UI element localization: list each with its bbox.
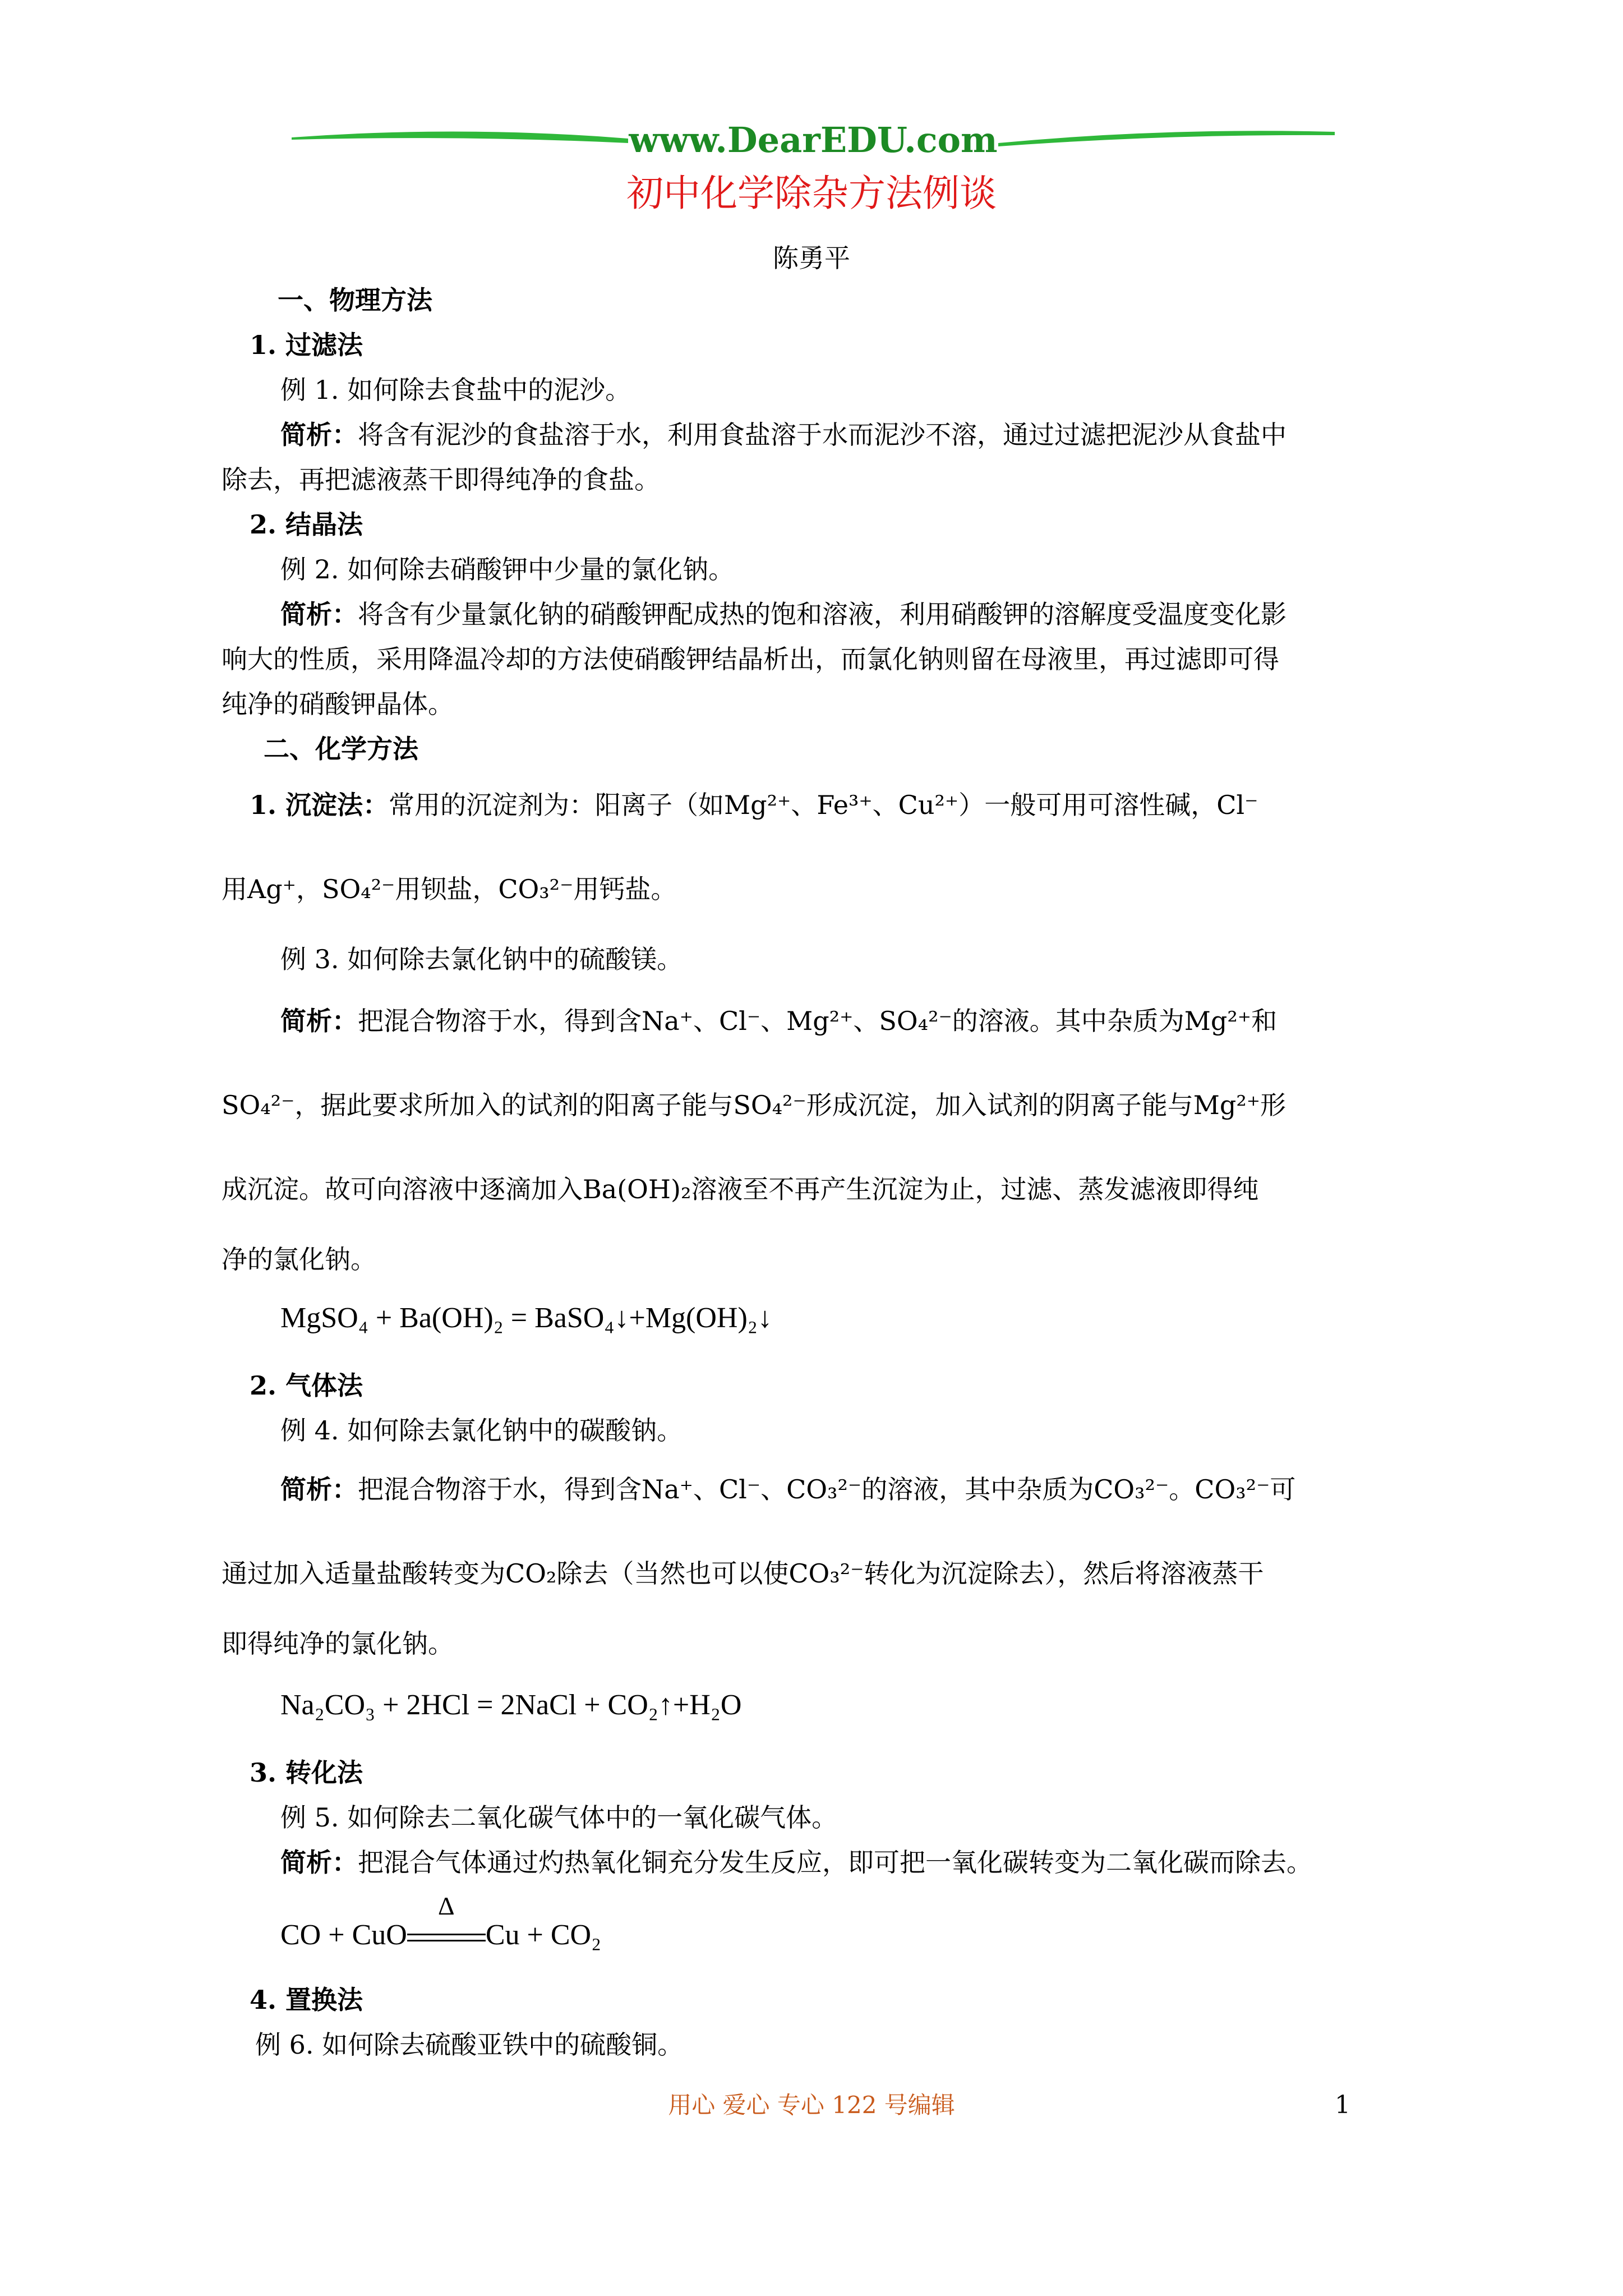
example-question: 例 3. 如何除去氯化钠中的硫酸镁。 — [280, 944, 683, 974]
page-number: 1 — [1335, 2091, 1350, 2119]
example-question: 例 4. 如何除去氯化钠中的碳酸钠。 — [280, 1415, 683, 1446]
analysis-line: 响大的性质，采用降温冷却的方法使硝酸钾结晶析出，而氯化钠则留在母液里，再过滤即可得 — [222, 644, 1279, 674]
method-line — [250, 788, 1258, 822]
analysis-text: 把混合物溶于水，得到含Na⁺、Cl⁻、Mg²⁺、SO₄²⁻的溶液。其中杂质为Mg²⁺和 — [358, 1006, 1278, 1036]
subsection-heading: 2. 气体法 — [250, 1370, 363, 1401]
analysis-label: 简析： — [280, 1474, 358, 1504]
subsection-heading: 4. 置换法 — [250, 1985, 363, 2015]
analysis-line — [280, 418, 1287, 452]
section-heading: 二、化学方法 — [264, 734, 418, 764]
analysis-line: 纯净的硝酸钾晶体。 — [222, 689, 454, 719]
subsection-heading: 1. 过滤法 — [250, 330, 363, 360]
analysis-line: 即得纯净的氯化钠。 — [222, 1628, 454, 1659]
document-title: 初中化学除杂方法例谈 — [626, 172, 997, 215]
analysis-label: 简析： — [280, 599, 358, 629]
footer-text: 用心 爱心 专心 122 号编辑 — [668, 2091, 955, 2119]
logo-banner — [292, 115, 1335, 165]
analysis-line: SO₄²⁻，据此要求所加入的试剂的阳离子能与SO₄²⁻形成沉淀，加入试剂的阴离子能与Mg²⁺形 — [222, 1090, 1287, 1120]
double-bar-icon — [407, 1934, 486, 1941]
equation-products: Cu + CO₂ — [485, 1919, 602, 1951]
analysis-line: 通过加入适量盐酸转变为CO₂除去（当然也可以使CO₃²⁻转化为沉淀除去），然后将溶液蒸干 — [222, 1558, 1264, 1589]
method-text: 常用的沉淀剂为：阳离子（如Mg²⁺、Fe³⁺、Cu²⁺）一般可用可溶性碱，Cl⁻ — [389, 790, 1258, 820]
example-question: 例 5. 如何除去二氧化碳气体中的一氧化碳气体。 — [280, 1802, 838, 1833]
example-question: 例 6. 如何除去硫酸亚铁中的硫酸铜。 — [255, 2030, 684, 2060]
chemical-equation: Na₂CO₃ + 2HCl = 2NaCl + CO₂↑+H₂O — [280, 1689, 742, 1721]
method-label: 1. 沉淀法： — [250, 790, 389, 820]
analysis-text: 将含有少量氯化钠的硝酸钾配成热的饱和溶液，利用硝酸钾的溶解度受温度变化影 — [358, 599, 1287, 629]
analysis-line: 除去，再把滤液蒸干即得纯净的食盐。 — [222, 464, 660, 495]
analysis-line — [280, 1473, 1295, 1506]
author-name: 陈勇平 — [773, 243, 850, 273]
method-line: 用Ag⁺，SO₄²⁻用钡盐，CO₃²⁻用钙盐。 — [222, 874, 677, 904]
chemical-equation: MgSO₄ + Ba(OH)₂ = BaSO₄↓+Mg(OH)₂↓ — [280, 1302, 772, 1334]
analysis-label: 简析： — [280, 420, 358, 450]
subsection-heading: 2. 结晶法 — [250, 509, 363, 540]
equation-reactants: CO + CuO — [280, 1919, 407, 1951]
example-question: 例 2. 如何除去硝酸钾中少量的氯化钠。 — [280, 554, 735, 585]
section-heading: 一、物理方法 — [278, 285, 432, 315]
chemical-equation — [280, 1892, 602, 1952]
analysis-line — [280, 597, 1287, 631]
analysis-line — [280, 1846, 1312, 1879]
delta-symbol: Δ — [438, 1892, 455, 1920]
analysis-label: 简析： — [280, 1847, 358, 1878]
analysis-text: 把混合物溶于水，得到含Na⁺、Cl⁻、CO₃²⁻的溶液，其中杂质为CO₃²⁻。CO₃²⁻可 — [358, 1474, 1296, 1504]
analysis-text: 将含有泥沙的食盐溶于水，利用食盐溶于水而泥沙不溶，通过过滤把泥沙从食盐中 — [358, 420, 1287, 450]
logo-text[interactable]: www.DearEDU.com — [629, 119, 998, 160]
heating-equals-sign — [407, 1892, 486, 1952]
analysis-text: 把混合气体通过灼热氧化铜充分发生反应，即可把一氧化碳转变为二氧化碳而除去。 — [358, 1847, 1312, 1878]
subsection-heading: 3. 转化法 — [250, 1757, 363, 1788]
analysis-line: 净的氯化钠。 — [222, 1244, 376, 1274]
example-question: 例 1. 如何除去食盐中的泥沙。 — [280, 375, 631, 405]
analysis-line: 成沉淀。故可向溶液中逐滴加入Ba(OH)₂溶液至不再产生沉淀为止，过滤、蒸发滤液即得纯 — [222, 1174, 1259, 1204]
analysis-line — [280, 1004, 1277, 1038]
analysis-label: 简析： — [280, 1006, 358, 1036]
